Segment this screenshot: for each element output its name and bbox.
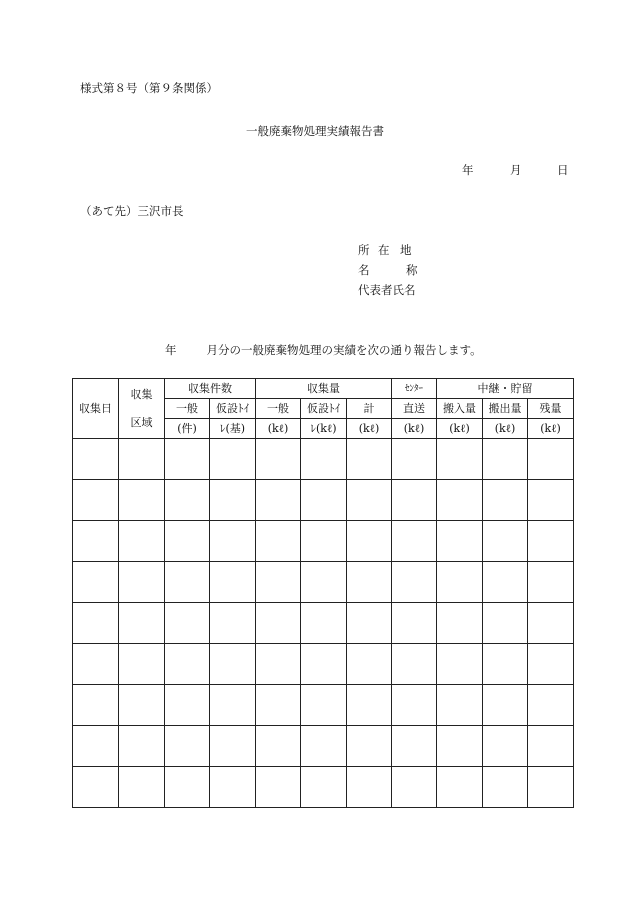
table-cell[interactable] <box>347 767 392 808</box>
table-cell[interactable] <box>210 767 256 808</box>
volume-total-header: 計 <box>347 399 392 419</box>
table-cell[interactable] <box>528 439 574 480</box>
table-cell[interactable] <box>437 685 483 726</box>
table-cell[interactable] <box>347 644 392 685</box>
table-cell[interactable] <box>256 439 301 480</box>
collection-volume-header: 収集量 <box>256 379 392 399</box>
table-cell[interactable] <box>256 767 301 808</box>
table-cell[interactable] <box>165 603 210 644</box>
sender-representative-label <box>358 282 416 298</box>
report-sentence <box>165 342 482 358</box>
table-cell[interactable] <box>165 562 210 603</box>
table-cell[interactable] <box>392 603 437 644</box>
table-cell[interactable] <box>73 439 119 480</box>
report-year-label: 年 <box>165 343 177 357</box>
table-cell[interactable] <box>73 685 119 726</box>
table-cell[interactable] <box>392 562 437 603</box>
collection-count-header: 収集件数 <box>165 379 256 399</box>
report-sentence-text: 月分の一般廃棄物処理の実績を次の通り報告します。 <box>206 343 482 357</box>
table-cell[interactable] <box>437 603 483 644</box>
table-cell[interactable] <box>256 480 301 521</box>
collection-date-header: 収集日 <box>73 379 119 439</box>
table-cell[interactable] <box>119 644 165 685</box>
sender-address-char: 所 <box>358 243 370 257</box>
sender-name-char: 名 <box>358 263 370 277</box>
sender-address-char: 在 <box>378 243 390 257</box>
table-cell[interactable] <box>483 439 528 480</box>
table-cell[interactable] <box>210 521 256 562</box>
table-cell[interactable] <box>437 562 483 603</box>
table-cell[interactable] <box>210 603 256 644</box>
date-year-label: 年 <box>462 163 474 177</box>
table-cell[interactable] <box>301 685 347 726</box>
relay-in-header: 搬入量 <box>437 399 483 419</box>
table-cell[interactable] <box>73 480 119 521</box>
sender-address-char: 地 <box>400 243 412 257</box>
report-table <box>72 378 574 808</box>
table-cell[interactable] <box>347 685 392 726</box>
volume-total-unit: (kℓ) <box>347 419 392 439</box>
relay-remain-unit: (kℓ) <box>528 419 574 439</box>
sender-name-label <box>358 262 418 278</box>
table-cell[interactable] <box>347 726 392 767</box>
table-cell[interactable] <box>119 521 165 562</box>
table-cell[interactable] <box>73 562 119 603</box>
table-cell[interactable] <box>483 603 528 644</box>
table-cell[interactable] <box>392 521 437 562</box>
table-cell[interactable] <box>301 562 347 603</box>
table-row <box>73 767 574 808</box>
document-title: 一般廃棄物処理実績報告書 <box>246 124 384 138</box>
table-cell[interactable] <box>392 685 437 726</box>
table-cell[interactable] <box>256 726 301 767</box>
table-cell[interactable] <box>437 644 483 685</box>
form-number: 様式第８号（第９条関係） <box>80 81 218 95</box>
table-cell[interactable] <box>483 480 528 521</box>
table-cell[interactable] <box>483 644 528 685</box>
table-cell[interactable] <box>73 726 119 767</box>
table-cell[interactable] <box>73 767 119 808</box>
sender-representative-text: 代表者氏名 <box>358 283 416 297</box>
count-toilet-unit: ﾚ(基) <box>210 419 256 439</box>
table-cell[interactable] <box>437 439 483 480</box>
table-cell[interactable] <box>119 480 165 521</box>
table-cell[interactable] <box>210 439 256 480</box>
table-cell[interactable] <box>437 726 483 767</box>
table-cell[interactable] <box>301 644 347 685</box>
table-row <box>73 644 574 685</box>
table-cell[interactable] <box>119 685 165 726</box>
table-cell[interactable] <box>483 521 528 562</box>
volume-toilet-header: 仮設ﾄｲ <box>301 399 347 419</box>
table-cell[interactable] <box>347 603 392 644</box>
sender-address-label <box>358 242 412 258</box>
table-cell[interactable] <box>392 439 437 480</box>
table-cell[interactable] <box>165 439 210 480</box>
table-cell[interactable] <box>165 521 210 562</box>
table-cell[interactable] <box>347 562 392 603</box>
table-cell[interactable] <box>165 685 210 726</box>
table-cell[interactable] <box>119 603 165 644</box>
volume-toilet-unit: ﾚ(kℓ) <box>301 419 347 439</box>
table-cell[interactable] <box>483 767 528 808</box>
table-cell[interactable] <box>528 480 574 521</box>
table-cell[interactable] <box>256 562 301 603</box>
table-cell[interactable] <box>210 726 256 767</box>
volume-general-unit: (kℓ) <box>256 419 301 439</box>
collection-area-line: 区域 <box>130 415 153 429</box>
table-cell[interactable] <box>210 685 256 726</box>
table-cell[interactable] <box>119 562 165 603</box>
table-cell[interactable] <box>210 480 256 521</box>
table-cell[interactable] <box>301 767 347 808</box>
table-cell[interactable] <box>528 685 574 726</box>
table-cell[interactable] <box>528 726 574 767</box>
date-day-label: 日 <box>557 163 569 177</box>
collection-area-header <box>119 379 165 439</box>
table-row <box>73 439 574 480</box>
table-cell[interactable] <box>528 644 574 685</box>
table-row <box>73 685 574 726</box>
volume-general-header: 一般 <box>256 399 301 419</box>
table-row <box>73 521 574 562</box>
table-cell[interactable] <box>73 521 119 562</box>
table-cell[interactable] <box>301 521 347 562</box>
table-cell[interactable] <box>437 480 483 521</box>
relay-remain-header: 残量 <box>528 399 574 419</box>
table-cell[interactable] <box>256 521 301 562</box>
table-cell[interactable] <box>483 726 528 767</box>
count-general-unit: (件) <box>165 419 210 439</box>
table-cell[interactable] <box>256 685 301 726</box>
table-cell[interactable] <box>301 439 347 480</box>
table-cell[interactable] <box>301 480 347 521</box>
table-cell[interactable] <box>256 644 301 685</box>
center-header: ｾﾝﾀｰ <box>392 379 437 399</box>
table-cell[interactable] <box>347 521 392 562</box>
table-body <box>73 439 574 808</box>
table-cell[interactable] <box>301 603 347 644</box>
sender-name-char: 称 <box>406 263 418 277</box>
center-direct-header: 直送 <box>392 399 437 419</box>
table-row <box>73 562 574 603</box>
table-cell[interactable] <box>347 439 392 480</box>
table-cell[interactable] <box>437 767 483 808</box>
table-cell[interactable] <box>392 480 437 521</box>
table-cell[interactable] <box>528 521 574 562</box>
table-cell[interactable] <box>165 644 210 685</box>
table-row <box>73 603 574 644</box>
table-cell[interactable] <box>528 562 574 603</box>
table-cell[interactable] <box>256 603 301 644</box>
table-header-row <box>73 379 574 399</box>
table-cell[interactable] <box>119 726 165 767</box>
table-cell[interactable] <box>437 521 483 562</box>
table-row <box>73 726 574 767</box>
table-cell[interactable] <box>347 480 392 521</box>
addressee: （あて先）三沢市長 <box>80 204 184 218</box>
table-cell[interactable] <box>301 726 347 767</box>
relay-storage-header: 中継・貯留 <box>437 379 574 399</box>
count-toilet-header: 仮設ﾄｲ <box>210 399 256 419</box>
relay-out-unit: (kℓ) <box>483 419 528 439</box>
relay-out-header: 搬出量 <box>483 399 528 419</box>
table-cell[interactable] <box>119 439 165 480</box>
table-cell[interactable] <box>210 644 256 685</box>
table-cell[interactable] <box>210 562 256 603</box>
collection-area-line: 収集 <box>130 387 153 401</box>
table-cell[interactable] <box>392 644 437 685</box>
date-month-label: 月 <box>510 163 522 177</box>
table-cell[interactable] <box>528 603 574 644</box>
table-cell[interactable] <box>483 685 528 726</box>
table-cell[interactable] <box>528 767 574 808</box>
count-general-header: 一般 <box>165 399 210 419</box>
table-row <box>73 480 574 521</box>
table-cell[interactable] <box>165 480 210 521</box>
table-cell[interactable] <box>73 644 119 685</box>
table-cell[interactable] <box>119 767 165 808</box>
table-cell[interactable] <box>165 767 210 808</box>
table-cell[interactable] <box>73 603 119 644</box>
table-cell[interactable] <box>483 562 528 603</box>
table-cell[interactable] <box>392 767 437 808</box>
center-direct-unit: (kℓ) <box>392 419 437 439</box>
table-cell[interactable] <box>392 726 437 767</box>
table-cell[interactable] <box>165 726 210 767</box>
relay-in-unit: (kℓ) <box>437 419 483 439</box>
